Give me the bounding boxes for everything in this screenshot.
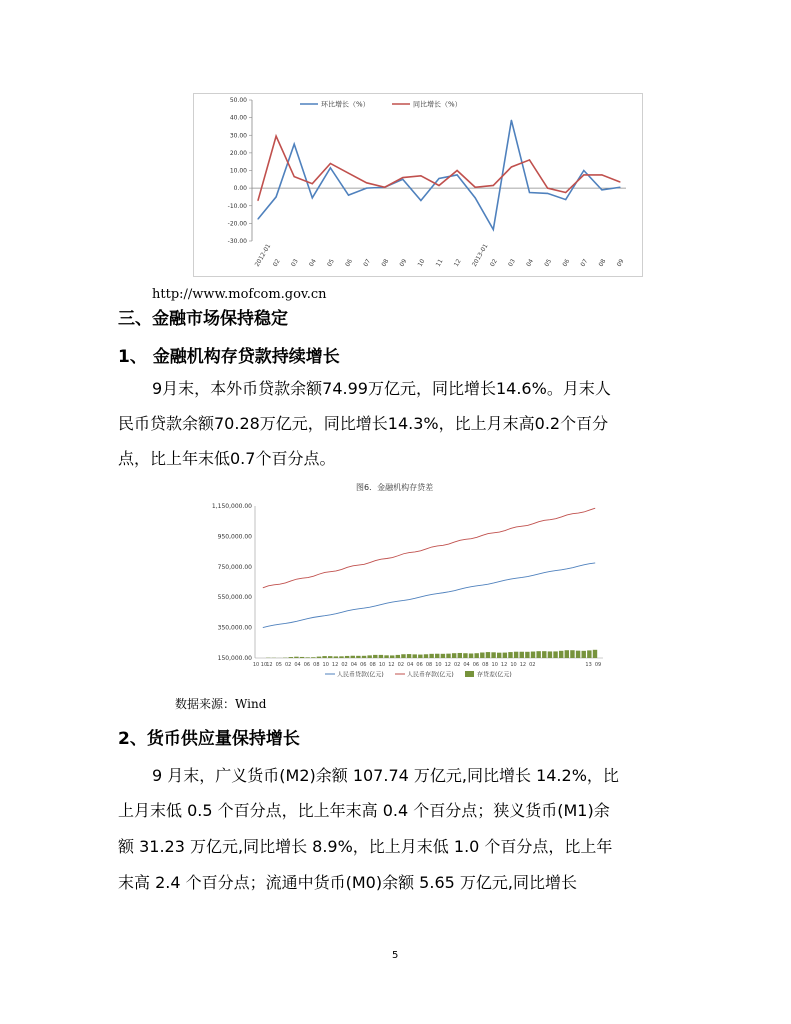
- x-tick-label: 12: [266, 662, 273, 668]
- section-heading-3: 三、金融市场保持稳定: [118, 309, 288, 329]
- y-tick-label: 30.00: [229, 132, 247, 140]
- series-point: [493, 185, 494, 186]
- y-tick-label: 50.00: [229, 97, 247, 104]
- series-point: [493, 229, 494, 230]
- x-tick-label: 09: [398, 257, 409, 268]
- series-point: [257, 218, 258, 219]
- gap-bar: [300, 657, 304, 658]
- gap-bar: [379, 655, 383, 658]
- source-url: http://www.mofcom.gov.cn: [152, 287, 327, 302]
- para2-line3: 额 31.23 万亿元,同比增长 8.9%，比上月末低 1.0 个百分点，比上年: [118, 837, 613, 856]
- gap-bar: [531, 652, 535, 658]
- x-tick-label: 06: [561, 257, 572, 268]
- series-point: [529, 159, 530, 160]
- series-point: [330, 167, 331, 168]
- x-tick-label: 03: [289, 257, 300, 268]
- gap-bar: [542, 651, 546, 658]
- x-tick-label: 06: [303, 662, 311, 668]
- x-tick-label: 10: [510, 662, 517, 668]
- series-line-1: [263, 508, 595, 588]
- subsection-heading-2: 2、货币供应量保持增长: [118, 729, 300, 749]
- x-tick-label: 09: [615, 257, 626, 268]
- y-tick-label: 750,000.00: [217, 563, 252, 571]
- y-tick-label: 150,000.00: [217, 655, 252, 662]
- gap-bar: [458, 653, 462, 658]
- para1-line3: 点，比上年末低0.7个百分点。: [118, 449, 336, 468]
- para1-line2: 民币贷款余额70.28万亿元，同比增长14.3%，比上月末高0.2个百分: [118, 414, 609, 433]
- gap-bar: [317, 657, 321, 658]
- series-point: [457, 170, 458, 171]
- subsection-heading-1: 1、 金融机构存贷款持续增长: [118, 347, 340, 367]
- x-tick-label: 09: [594, 662, 602, 668]
- x-tick-label: 05: [543, 257, 554, 268]
- x-tick-label: 04: [525, 257, 536, 268]
- gap-bar: [446, 654, 450, 658]
- series-point: [619, 181, 620, 182]
- x-tick-label: 12: [519, 662, 527, 668]
- series-point: [420, 200, 421, 201]
- gap-bar: [435, 654, 439, 658]
- series-point: [384, 187, 385, 188]
- x-tick-label: 04: [307, 257, 318, 268]
- para1-line1: 9月末，本外币贷款余额74.99万亿元，同比增长14.6%。月末人: [152, 379, 611, 398]
- gap-bar: [469, 653, 473, 658]
- gap-bar: [390, 655, 394, 658]
- y-tick-label: 10.00: [229, 167, 247, 175]
- series-point: [257, 200, 258, 201]
- x-tick-label: 12: [500, 662, 508, 668]
- gap-bar: [429, 654, 433, 658]
- growth-rate-chart-svg: [194, 94, 642, 276]
- series-point: [330, 163, 331, 164]
- series-line-0: [258, 120, 620, 229]
- y-tick-label: -10.00: [227, 202, 247, 210]
- series-point: [402, 177, 403, 178]
- x-tick-label: 07: [579, 257, 590, 268]
- gap-bar: [362, 656, 366, 658]
- gap-bar: [441, 654, 445, 658]
- x-tick-label: 04: [463, 662, 470, 668]
- x-tick-label: 02: [284, 662, 292, 668]
- gap-bar: [339, 656, 343, 658]
- series-point: [529, 192, 530, 193]
- gap-bar: [480, 653, 484, 658]
- para2-line1: 9 月末，广义货币(M2)余额 107.74 万亿元,同比增长 14.2%，比: [152, 766, 619, 785]
- gap-bar: [328, 656, 332, 658]
- x-tick-label: 12: [452, 257, 463, 268]
- y-tick-label: 40.00: [229, 114, 247, 122]
- gap-bar: [345, 656, 349, 658]
- series-point: [565, 192, 566, 193]
- deposit-loan-gap-chart: [210, 498, 615, 678]
- series-point: [457, 174, 458, 175]
- legend-label: 同比增长（%）: [413, 100, 462, 109]
- gap-bar: [424, 654, 428, 658]
- gap-bar: [463, 653, 467, 658]
- series-point: [348, 195, 349, 196]
- x-tick-label: 08: [425, 662, 433, 668]
- page-number: 5: [392, 950, 399, 961]
- x-tick-label: 02: [341, 662, 348, 668]
- chart2-source: 数据来源：Wind: [175, 697, 267, 711]
- gap-bar: [334, 656, 338, 658]
- series-point: [294, 176, 295, 177]
- gap-bar: [294, 657, 298, 658]
- x-tick-label: 12: [444, 662, 451, 668]
- deposit-loan-chart-svg: [210, 498, 615, 678]
- gap-bar: [525, 652, 529, 658]
- gap-bar: [322, 656, 326, 658]
- y-tick-label: 0.00: [233, 185, 247, 193]
- gap-bar: [305, 657, 309, 658]
- gap-bar: [553, 651, 557, 658]
- gap-bar: [373, 655, 377, 658]
- x-tick-label: 11: [434, 257, 445, 268]
- x-tick-label: 10: [491, 662, 498, 668]
- x-tick-label: 12: [388, 662, 395, 668]
- gap-bar: [289, 657, 293, 658]
- series-point: [619, 187, 620, 188]
- growth-rate-line-chart: [193, 93, 643, 277]
- x-tick-label: 05: [275, 662, 282, 668]
- series-point: [438, 185, 439, 186]
- series-point: [601, 189, 602, 190]
- series-point: [402, 179, 403, 180]
- x-tick-label: 08: [482, 662, 489, 668]
- x-tick-label: 04: [294, 662, 301, 668]
- gap-bar: [452, 653, 456, 658]
- series-point: [276, 136, 277, 137]
- legend-label: 人民币贷款(亿元): [337, 671, 384, 678]
- gap-bar: [593, 650, 597, 658]
- chart2-title: 图6．金融机构存贷差: [356, 483, 434, 492]
- gap-bar: [356, 656, 360, 658]
- series-point: [312, 197, 313, 198]
- gap-bar: [491, 652, 495, 658]
- series-point: [601, 174, 602, 175]
- series-point: [475, 197, 476, 198]
- gap-bar: [520, 652, 524, 658]
- x-tick-label: 13: [585, 662, 592, 668]
- series-point: [547, 193, 548, 194]
- y-tick-label: 1,150,000.00: [211, 503, 252, 510]
- y-tick-label: -30.00: [227, 238, 247, 245]
- gap-bar: [497, 653, 501, 658]
- x-tick-label: 06: [472, 662, 480, 668]
- gap-bar: [311, 657, 315, 658]
- gap-bar: [401, 654, 405, 658]
- gap-bar: [396, 655, 400, 658]
- gap-bar: [407, 654, 411, 658]
- gap-bar: [548, 651, 552, 658]
- x-tick-label: 06: [416, 662, 423, 668]
- y-tick-label: -20.00: [227, 220, 247, 228]
- series-point: [366, 188, 367, 189]
- x-tick-label: 08: [313, 662, 320, 668]
- x-tick-label: 06: [360, 662, 367, 668]
- x-tick-label: 03: [507, 257, 517, 268]
- legend-swatch: [465, 671, 474, 677]
- series-point: [547, 188, 548, 189]
- gap-bar: [367, 655, 371, 658]
- x-tick-label: 10: [322, 662, 329, 668]
- gap-bar: [418, 655, 422, 658]
- gap-bar: [582, 651, 586, 658]
- x-tick-label: 12: [331, 662, 339, 668]
- x-tick-label: 10: [416, 257, 427, 268]
- series-point: [438, 178, 439, 179]
- legend-label: 环比增长（%）: [321, 100, 370, 109]
- x-tick-label: 07: [362, 257, 373, 268]
- x-tick-label: 2013-01: [470, 242, 490, 268]
- series-point: [348, 173, 349, 174]
- y-tick-label: 20.00: [229, 149, 247, 157]
- legend-label: 人民币存款(亿元): [407, 671, 454, 678]
- series-point: [366, 182, 367, 183]
- gap-bar: [351, 656, 355, 658]
- gap-bar: [503, 653, 507, 658]
- gap-bar: [508, 652, 512, 658]
- series-point: [312, 183, 313, 184]
- para2-line4: 末高 2.4 个百分点；流通中货币(M0)余额 5.65 万亿元,同比增长: [118, 873, 577, 892]
- y-tick-label: 350,000.00: [217, 624, 252, 632]
- x-tick-label: 08: [369, 662, 376, 668]
- series-point: [583, 174, 584, 175]
- series-line-1: [258, 136, 620, 200]
- series-point: [294, 143, 295, 144]
- series-point: [511, 120, 512, 121]
- legend-label: 存贷差(亿元): [477, 671, 512, 678]
- x-tick-label: 06: [344, 257, 355, 268]
- gap-bar: [536, 651, 540, 658]
- series-point: [583, 170, 584, 171]
- gap-bar: [570, 650, 574, 658]
- x-tick-label: 02: [453, 662, 461, 668]
- x-tick-label: 02: [271, 257, 282, 268]
- series-point: [276, 196, 277, 197]
- gap-bar: [384, 655, 388, 658]
- y-tick-label: 550,000.00: [217, 594, 252, 602]
- x-tick-label: 02: [529, 662, 536, 668]
- x-tick-label: 10: [378, 662, 386, 668]
- gap-bar: [587, 650, 591, 658]
- gap-bar: [576, 651, 580, 658]
- series-point: [565, 199, 566, 200]
- y-tick-label: 950,000.00: [217, 533, 252, 541]
- gap-bar: [559, 651, 563, 658]
- series-point: [475, 187, 476, 188]
- x-tick-label: 02: [488, 257, 499, 268]
- x-tick-label: 08: [597, 257, 608, 268]
- x-tick-label: 10: [435, 662, 442, 668]
- x-tick-label: 10 10: [252, 662, 268, 668]
- series-point: [511, 166, 512, 167]
- x-tick-label: 05: [326, 257, 336, 268]
- gap-bar: [514, 652, 518, 658]
- x-tick-label: 08: [380, 257, 391, 268]
- series-point: [420, 175, 421, 176]
- gap-bar: [413, 654, 417, 658]
- gap-bar: [486, 652, 490, 658]
- gap-bar: [474, 653, 478, 658]
- x-tick-label: 04: [350, 662, 358, 668]
- series-line-0: [263, 563, 595, 628]
- gap-bar: [565, 650, 569, 658]
- x-tick-label: 04: [407, 662, 414, 668]
- x-tick-label: 02: [397, 662, 405, 668]
- para2-line2: 上月末低 0.5 个百分点，比上年末高 0.4 个百分点；狭义货币(M1)余: [118, 801, 610, 820]
- x-tick-label: 2012-01: [253, 242, 273, 268]
